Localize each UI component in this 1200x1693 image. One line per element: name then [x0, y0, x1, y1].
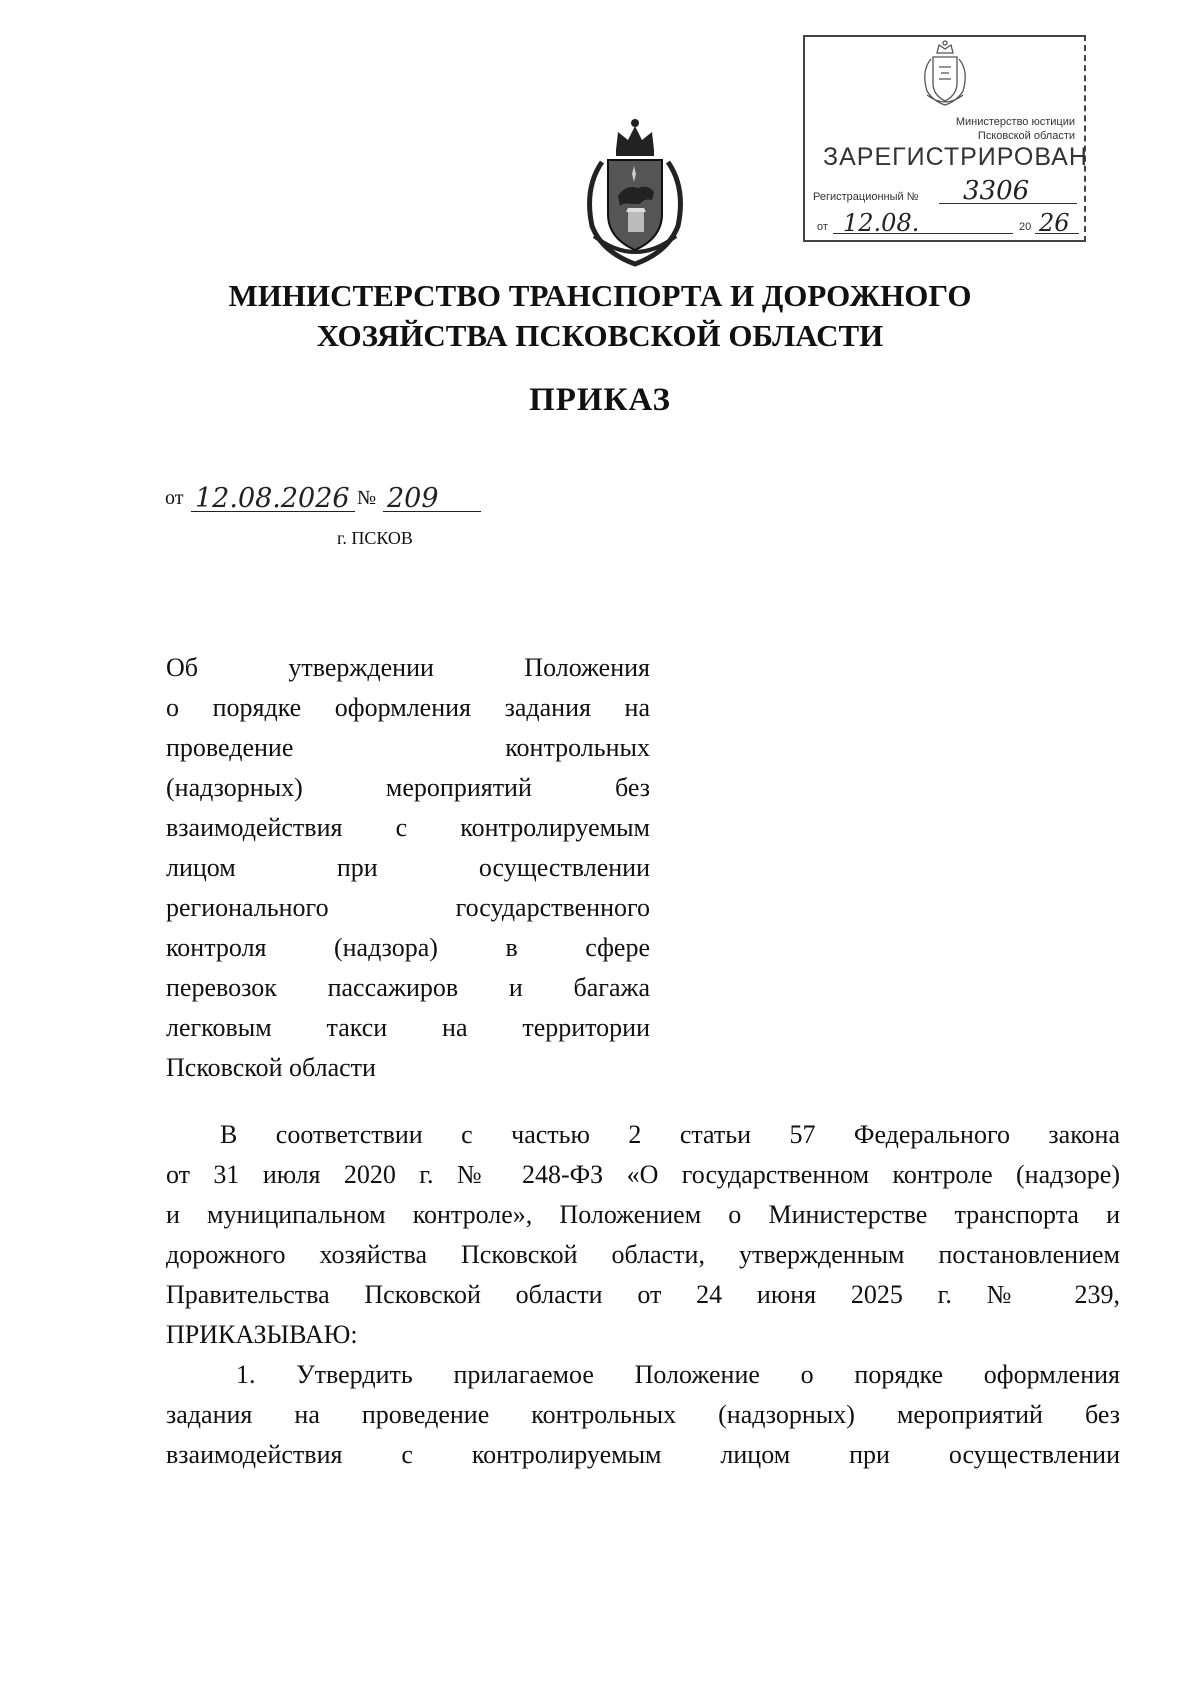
body-line: ПРИКАЗЫВАЮ: [166, 1320, 358, 1349]
subject-line: контроля (надзора) в сфере [166, 933, 650, 962]
registration-stamp [803, 35, 1086, 242]
ministry-title [0, 276, 1200, 356]
body-line: взаимодействия с контролируемым лицом при осуществлении [166, 1440, 1120, 1469]
body-line: дорожного хозяйства Псковской области, утвержденным постановлением [166, 1240, 1120, 1269]
document-type: ПРИКАЗ [529, 382, 671, 418]
order-date-prefix: от [165, 487, 184, 509]
subject-line: взаимодействия с контролируемым [166, 813, 650, 842]
subject-line: проведение контрольных [166, 733, 650, 762]
stamp-ministry-line2: Псковской области [977, 130, 1075, 142]
stamp-reg-number: 3306 [963, 176, 1030, 206]
subject-line: Об утверждении Положения [166, 653, 650, 682]
order-number-value: 209 [387, 483, 439, 514]
ministry-title-line2: ХОЗЯЙСТВА ПСКОВСКОЙ ОБЛАСТИ [316, 318, 884, 353]
subject-line: лицом при осуществлении [166, 853, 650, 882]
order-subject [166, 648, 650, 1088]
stamp-date-value: 12.08. [843, 209, 920, 237]
subject-line: (надзорных) мероприятий без [166, 773, 650, 802]
stamp-status: ЗАРЕГИСТРИРОВАН [823, 143, 1088, 171]
body-line: от 31 июля 2020 г. № 248-ФЗ «О государственном контроле (надзоре) [166, 1160, 1120, 1189]
body-line: и муниципальном контроле», Положением о Министерстве транспорта и [166, 1200, 1120, 1229]
order-date-number [165, 480, 485, 516]
subject-line: регионального государственного [166, 893, 650, 922]
ministry-title-line1: МИНИСТЕРСТВО ТРАНСПОРТА И ДОРОЖНОГО [228, 278, 972, 313]
stamp-reg-label: Регистрационный № [813, 191, 919, 203]
stamp-year-value: 26 [1039, 209, 1070, 237]
subject-line: Псковской области [166, 1053, 376, 1082]
order-number-sign: № [357, 487, 377, 509]
body-line: 1. Утвердить прилагаемое Положение о порядке оформления [236, 1360, 1120, 1389]
subject-line: перевозок пассажиров и багажа [166, 973, 650, 1002]
coat-of-arms-icon [578, 118, 692, 268]
subject-line: легковым такси на территории [166, 1013, 650, 1042]
subject-line: о порядке оформления задания на [166, 693, 650, 722]
order-city: г. ПСКОВ [337, 528, 413, 548]
order-body [166, 1115, 1120, 1475]
body-line: В соответствии с частью 2 статьи 57 Федерального закона [220, 1120, 1120, 1149]
body-line: задания на проведение контрольных (надзорных) мероприятий без [166, 1400, 1120, 1429]
stamp-year-prefix: 20 [1019, 221, 1032, 233]
coat-of-arms-icon [917, 39, 973, 111]
stamp-date-row [813, 209, 1083, 237]
stamp-ministry-name [845, 115, 1075, 143]
stamp-registration-row [813, 176, 1083, 206]
stamp-ministry-line1: Министерство юстиции [955, 116, 1075, 128]
body-line: Правительства Псковской области от 24 июня 2025 г. № 239, [166, 1280, 1120, 1309]
stamp-date-prefix: от [817, 221, 828, 233]
order-date-value: 12.08.2026 [195, 483, 350, 514]
